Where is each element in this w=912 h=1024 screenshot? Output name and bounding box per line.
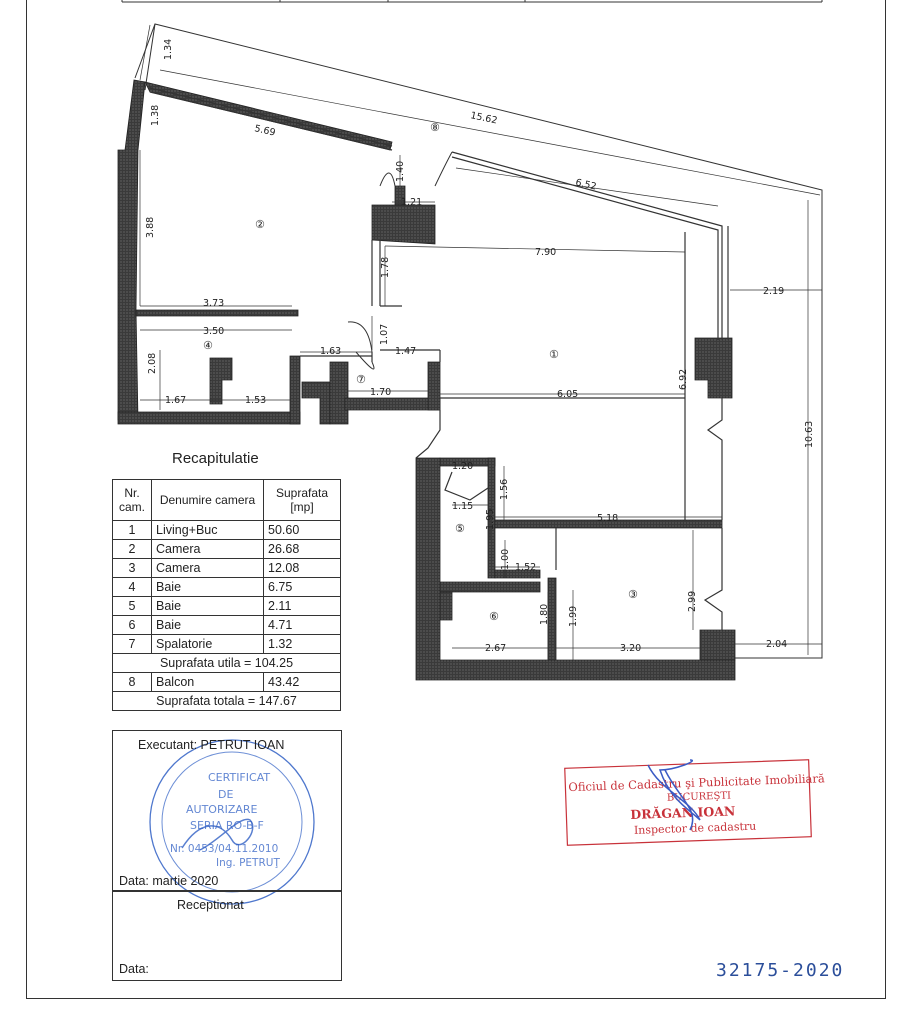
dim-label: 1.56 — [499, 478, 510, 500]
stamp-blue-l1: CERTIFICAT — [208, 771, 271, 784]
cell-area: 4.71 — [264, 616, 341, 635]
top-table-remnant — [122, 0, 822, 2]
cell-name: Camera — [152, 540, 264, 559]
dim-label: 1.95 — [485, 508, 496, 530]
total-area: Suprafata totala = 147.67 — [113, 692, 341, 711]
dim-label: 1.40 — [395, 160, 406, 182]
dim-label: 1.47 — [395, 346, 417, 357]
util-row — [113, 654, 341, 673]
stamp-blue-l6: Ing. PETRUŢ — [216, 857, 280, 869]
table-row — [113, 521, 341, 540]
cell-nr: 1 — [113, 521, 152, 540]
dim-label: 1.53 — [245, 395, 267, 406]
dim-label: 1.63 — [320, 346, 342, 357]
dim-label: 2.67 — [485, 643, 507, 654]
cell-nr: 7 — [113, 635, 152, 654]
cell-name: Baie — [152, 578, 264, 597]
cell-area: 26.68 — [264, 540, 341, 559]
stamp-red-office: Oficiul de Cadastru şi Publicitate Imobiliară — [568, 771, 825, 795]
room-number-5: ⑤ — [455, 522, 465, 535]
cell-name: Baie — [152, 616, 264, 635]
receptionat-date: Data: — [119, 962, 149, 976]
room-number-4: ④ — [203, 339, 213, 352]
room-number-8: ⑧ — [430, 121, 440, 134]
dim-label: 3.73 — [203, 298, 225, 309]
cell-name: Spalatorie — [152, 635, 264, 654]
cell-name: Camera — [152, 559, 264, 578]
room-number-7: ⑦ — [356, 373, 366, 386]
cadastre-stamp — [565, 760, 827, 845]
room-number-6: ⑥ — [489, 610, 499, 623]
util-area: Suprafata utila = 104.25 — [113, 654, 341, 673]
cell-name: Living+Buc — [152, 521, 264, 540]
dim-label: 2.04 — [766, 639, 788, 650]
cell-nr: 2 — [113, 540, 152, 559]
receptionat-label: Receptionat — [177, 898, 244, 912]
dim-label: 1.20 — [452, 461, 474, 472]
stamp-blue-l4: SERIA RO-B-F — [190, 819, 264, 832]
recap-title: Recapitulatie — [172, 450, 259, 467]
dim-label: 2.08 — [147, 352, 158, 374]
dim-label: 1.00 — [500, 548, 511, 570]
dim-label: 1.52 — [515, 562, 537, 573]
dim-label: 3.20 — [620, 643, 642, 654]
dim-label: 6.05 — [557, 389, 579, 400]
cell-nr: 4 — [113, 578, 152, 597]
dim-label: 5.18 — [597, 513, 619, 524]
dim-label: 1.07 — [379, 323, 390, 345]
header-area: Suprafata [mp] — [264, 480, 341, 521]
dim-label: 3.88 — [145, 216, 156, 238]
dim-label: 1.78 — [380, 256, 391, 278]
table-row — [113, 616, 341, 635]
dim-label: 1.70 — [370, 387, 392, 398]
cell-area: 6.75 — [264, 578, 341, 597]
header-name: Denumire camera — [152, 480, 264, 521]
dim-label: 15.62 — [469, 110, 499, 127]
dim-label: 1.99 — [568, 605, 579, 627]
table-row — [113, 559, 341, 578]
executant-date: Data: martie 2020 — [119, 874, 219, 888]
cell-nr: 8 — [113, 673, 152, 692]
stamp-red-name: DRĂGAN IOAN — [630, 803, 736, 823]
stamp-red-role: Inspector de cadastru — [633, 819, 757, 837]
dim-label: 1.21 — [401, 197, 423, 208]
dim-label: 3.50 — [203, 326, 225, 337]
room-number-3: ③ — [628, 588, 638, 601]
table-row — [113, 635, 341, 654]
dim-label: 1.38 — [150, 104, 161, 126]
dim-label: 2.19 — [763, 286, 785, 297]
stamp-blue-l5: Nr. 0453/04.11.2010 — [170, 843, 279, 855]
cell-area: 2.11 — [264, 597, 341, 616]
cell-nr: 6 — [113, 616, 152, 635]
cell-nr: 5 — [113, 597, 152, 616]
recap-table — [112, 479, 341, 711]
dim-label: 1.80 — [539, 603, 550, 625]
executant-label: Executant: PETRUT IOAN — [138, 738, 285, 752]
room-number-1: ① — [549, 348, 559, 361]
dim-label: 5.69 — [253, 123, 277, 139]
document-number: 32175-2020 — [716, 960, 845, 981]
table-row — [113, 597, 341, 616]
cell-nr: 3 — [113, 559, 152, 578]
table-row — [113, 540, 341, 559]
stamp-blue-l3: AUTORIZARE — [186, 803, 258, 816]
cell-name: Baie — [152, 597, 264, 616]
dim-label: 10.63 — [804, 420, 815, 448]
stamp-red-city: BUCUREŞTI — [666, 790, 732, 804]
dim-label: 2.99 — [687, 590, 698, 612]
total-row — [113, 692, 341, 711]
dim-label: 1.15 — [452, 501, 474, 512]
cell-name: Balcon — [152, 673, 264, 692]
table-row — [113, 578, 341, 597]
recap-header-row — [113, 480, 341, 521]
dim-label: 6.92 — [678, 368, 689, 390]
executant-box — [112, 730, 342, 892]
cell-area: 1.32 — [264, 635, 341, 654]
dim-label: 1.34 — [163, 38, 174, 60]
dim-label: 7.90 — [535, 247, 557, 258]
cell-area: 43.42 — [264, 673, 341, 692]
dim-label: 1.67 — [165, 395, 187, 406]
receptionat-box — [112, 890, 342, 981]
dim-label: 6.52 — [574, 177, 598, 193]
stamp-blue-l2: DE — [218, 788, 234, 801]
cell-area: 50.60 — [264, 521, 341, 540]
room-number-2: ② — [255, 218, 265, 231]
cell-area: 12.08 — [264, 559, 341, 578]
table-row — [113, 673, 341, 692]
header-nr: Nr. cam. — [113, 480, 152, 521]
